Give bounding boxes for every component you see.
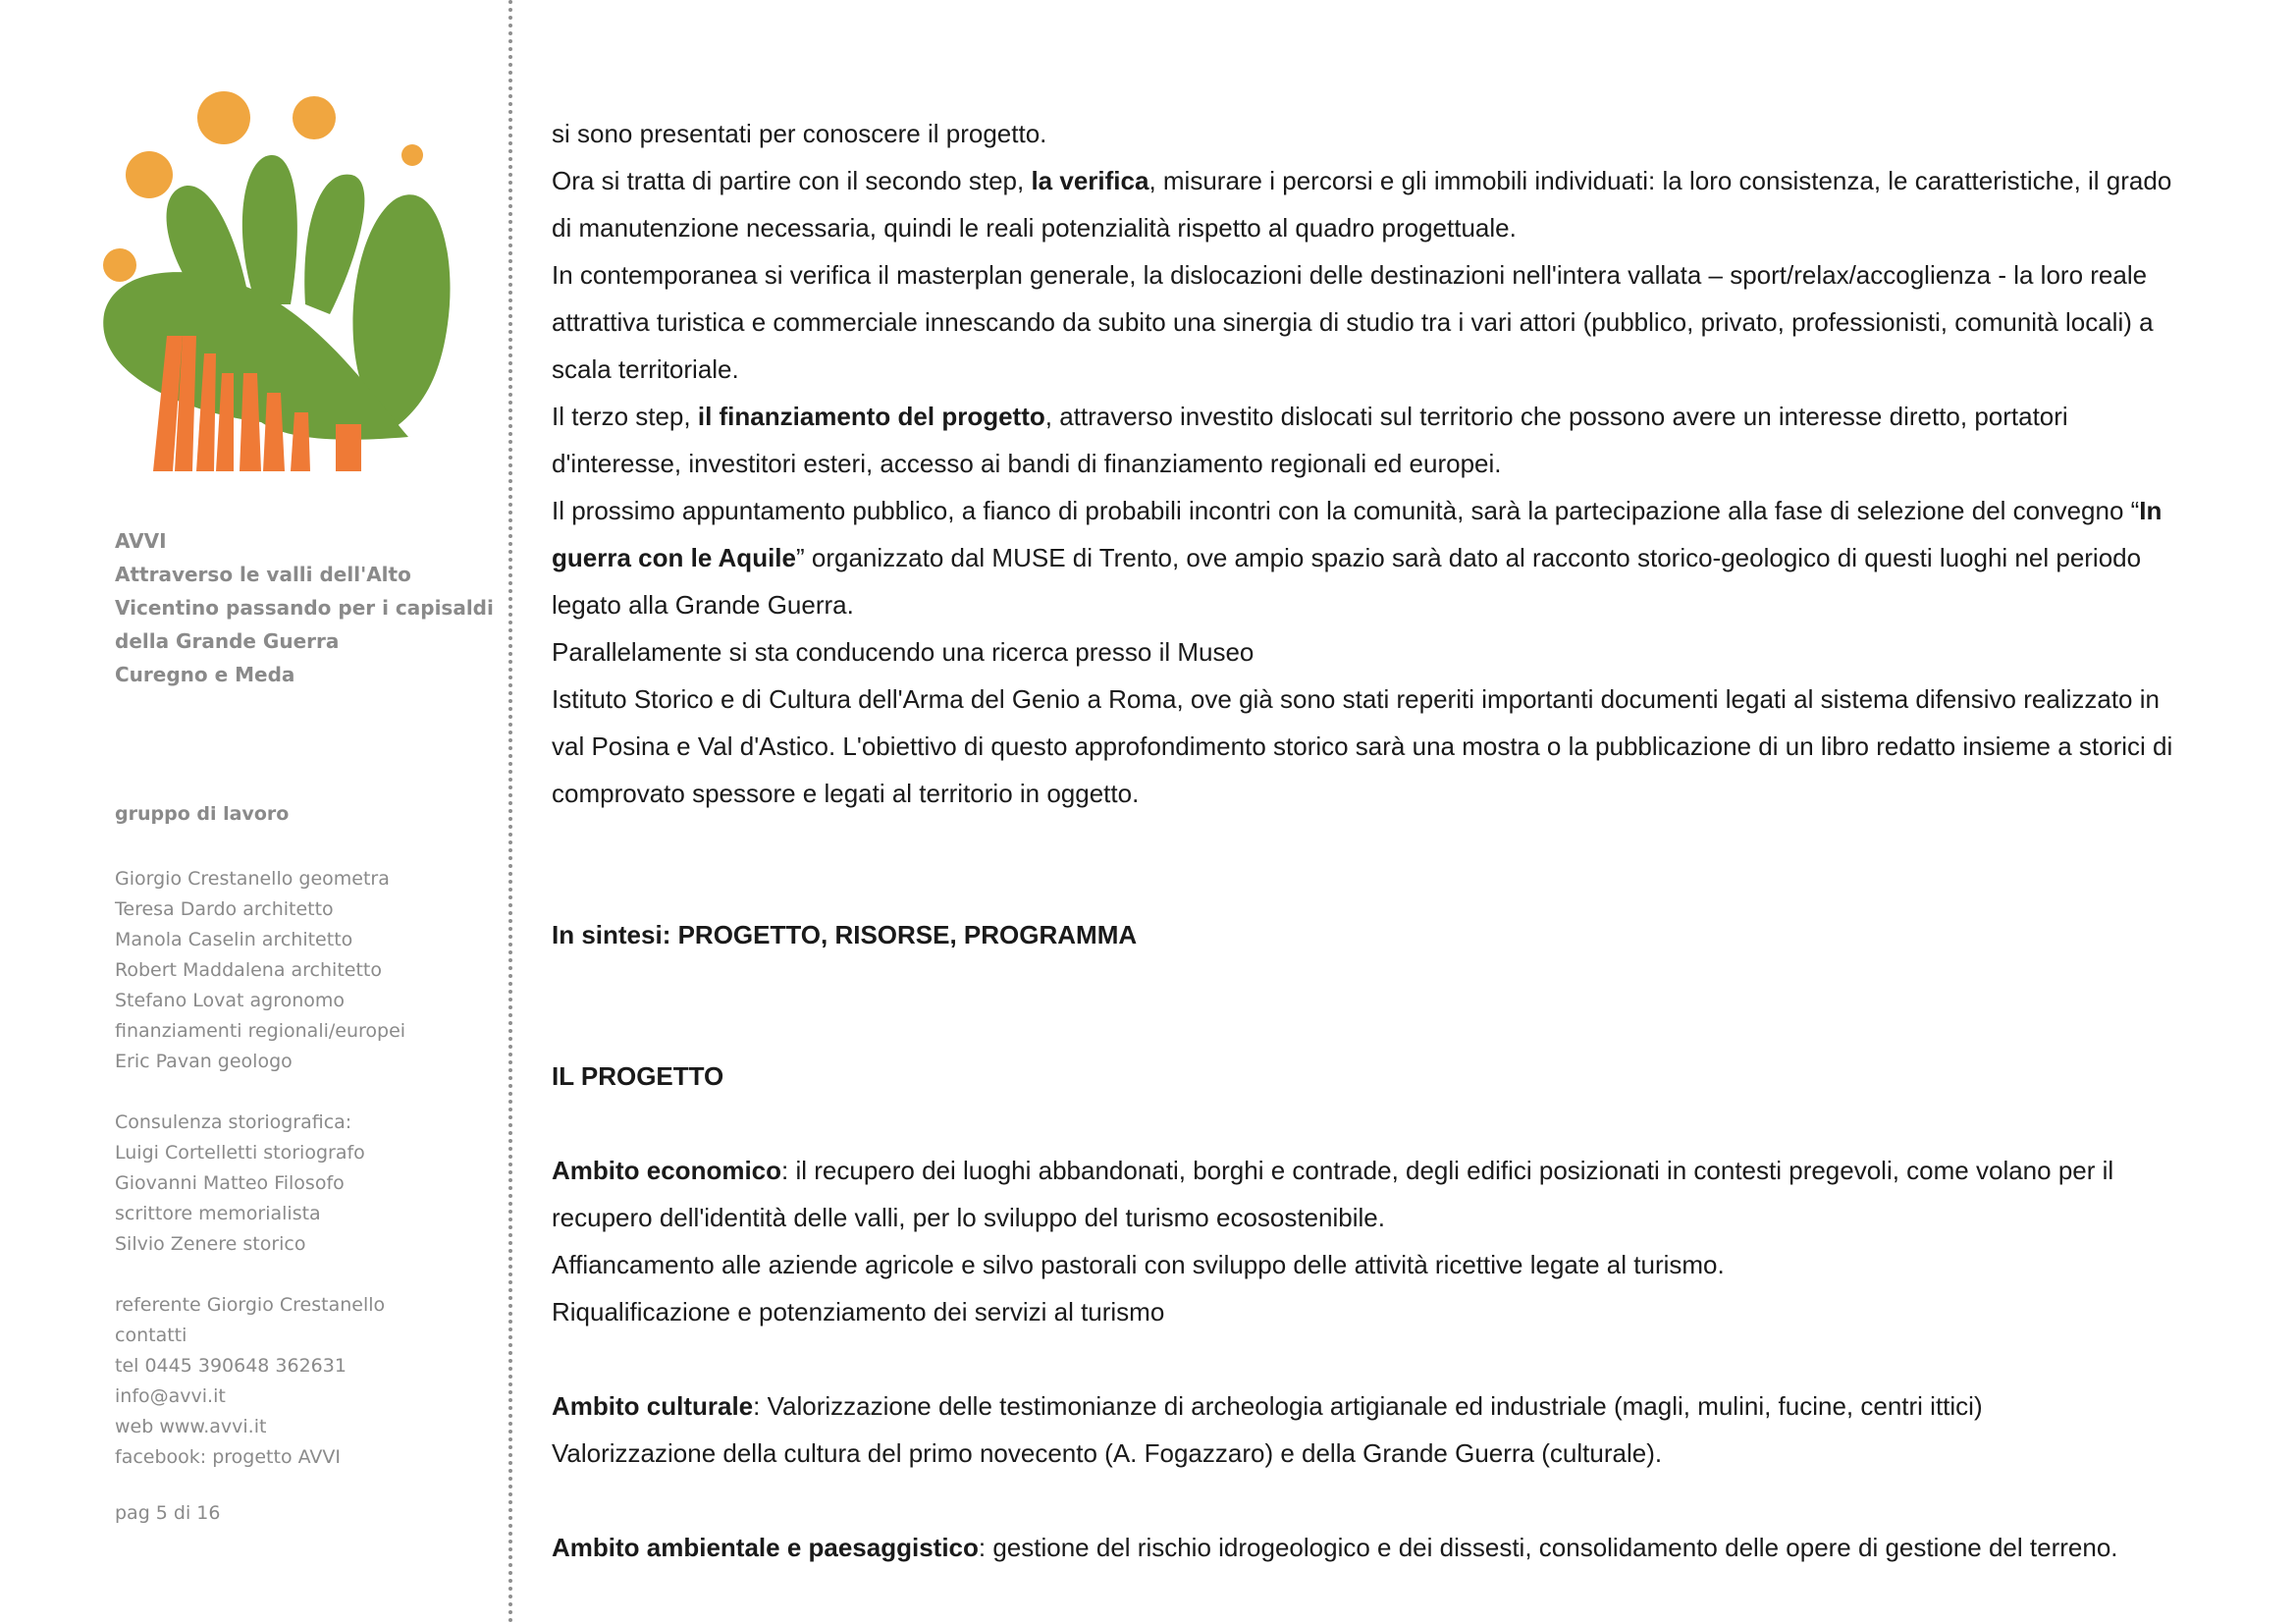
brand-line: della Grande Guerra xyxy=(115,629,340,653)
avvi-logo xyxy=(94,79,467,491)
text-run: : Valorizzazione delle testimonianze di archeologia artigianale ed industriale (magli, mulini, fucine, centri ittici) xyxy=(753,1391,1983,1421)
brand-line: Vicentino passando per i capisaldi xyxy=(115,596,494,620)
contact-line: tel 0445 390648 362631 xyxy=(115,1355,347,1377)
paragraph xyxy=(552,1382,2191,1430)
team-member: Robert Maddalena architetto xyxy=(115,959,382,981)
text-run: ” organizzato dal MUSE di Trento, ove ampio spazio sarà dato al racconto storico-geologico di questi luoghi nel periodo legato alla Grande Guerra. xyxy=(552,543,2142,620)
text-run: : il recupero dei luoghi abbandonati, borghi e contrade, degli edifici posizionati in contesti pregevoli, come volano per il recupero dell'identità delle valli, per lo sviluppo del turismo ecosostenibile. xyxy=(552,1156,2114,1232)
team-member: Eric Pavan geologo xyxy=(115,1051,293,1072)
contact-line: web www.avvi.it xyxy=(115,1416,267,1437)
contact-line: contatti xyxy=(115,1325,187,1346)
text-run: Il terzo step, xyxy=(552,402,698,431)
group-title: gruppo di lavoro xyxy=(115,803,290,825)
bold-run: la verifica xyxy=(1031,166,1149,195)
consultant: scrittore memorialista xyxy=(115,1203,321,1224)
bold-run: Ambito economico xyxy=(552,1156,782,1185)
team-member: Giorgio Crestanello geometra xyxy=(115,868,390,890)
text-run: , attraverso investito dislocati sul territorio che possono avere un interesse diretto, portatori d'interesse, investitori esteri, accesso ai bandi di finanziamento regionali ed europei. xyxy=(552,402,2068,478)
dotted-divider xyxy=(508,0,512,1624)
bold-run: In guerra con le Aquile xyxy=(552,496,2163,572)
consultant: Giovanni Matteo Filosofo xyxy=(115,1172,345,1194)
contact-line: referente Giorgio Crestanello xyxy=(115,1294,386,1316)
brand-line: Curegno e Meda xyxy=(115,663,295,686)
paragraph: Valorizzazione della cultura del primo novecento (A. Fogazzaro) e della Grande Guerra (culturale). xyxy=(552,1438,1663,1468)
text-run: Ora si tratta di partire con il secondo step, xyxy=(552,166,1032,195)
team-member: Manola Caselin architetto xyxy=(115,929,353,950)
consultant: Luigi Cortelletti storiografo xyxy=(115,1142,365,1164)
summary-heading: In sintesi: PROGETTO, RISORSE, PROGRAMMA xyxy=(552,920,1138,949)
page-number: pag 5 di 16 xyxy=(115,1502,221,1524)
paragraph xyxy=(552,1524,2191,1571)
main-content xyxy=(552,110,2191,1571)
paragraph xyxy=(552,157,2191,251)
consultant: Silvio Zenere storico xyxy=(115,1233,306,1255)
project-brand xyxy=(115,524,494,691)
paragraph xyxy=(552,487,2191,628)
logo-dot xyxy=(197,91,250,144)
logo-dot xyxy=(293,96,336,139)
consult-title: Consulenza storiografica: xyxy=(115,1111,352,1133)
bold-run: il finanziamento del progetto xyxy=(697,402,1045,431)
logo-dot xyxy=(401,144,423,166)
paragraph: In contemporanea si verifica il masterplan generale, la dislocazioni delle destinazioni nell'intera vallata – sport/relax/accoglienza - la loro reale attrattiva turistica e commerciale innescando da subito una sinergia di studio tra i vari attori (pubblico, privato, professionisti, comunità locali) a scala territoriale. xyxy=(552,260,2154,384)
team-member: Teresa Dardo architetto xyxy=(115,898,334,920)
brand-line: Attraverso le valli dell'Alto xyxy=(115,563,411,586)
logo-leaf xyxy=(242,155,297,304)
contact-line: facebook: progetto AVVI xyxy=(115,1446,341,1468)
paragraph xyxy=(552,1147,2191,1241)
paragraph: Parallelamente si sta conducendo una ricerca presso il Museo xyxy=(552,637,1255,667)
team-member: Stefano Lovat agronomo xyxy=(115,990,346,1011)
paragraph: Affiancamento alle aziende agricole e silvo pastorali con sviluppo delle attività ricettive legate al turismo. xyxy=(552,1250,1725,1279)
text-run: Il prossimo appuntamento pubblico, a fianco di probabili incontri con la comunità, sarà la partecipazione alla fase di selezione del convegno “ xyxy=(552,496,2140,525)
text-run: : gestione del rischio idrogeologico e dei dissesti, consolidamento delle opere di gestione del terreno. xyxy=(978,1533,2118,1562)
paragraph: Istituto Storico e di Cultura dell'Arma del Genio a Roma, ove già sono stati reperiti importanti documenti legati al sistema difensivo realizzato in val Posina e Val d'Astico. L'obiettivo di questo approfondimento storico sarà una mostra o la pubblicazione di un libro redatto insieme a storici di comprovato spessore e legati al territorio in oggetto. xyxy=(552,684,2173,808)
sidebar xyxy=(0,0,506,1624)
team-list xyxy=(115,864,405,1473)
team-member: finanziamenti regionali/europei xyxy=(115,1020,406,1042)
paragraph: si sono presentati per conoscere il progetto. xyxy=(552,119,1047,148)
section-heading: IL PROGETTO xyxy=(552,1061,724,1091)
brand-line: AVVI xyxy=(115,529,167,553)
contact-line: info@avvi.it xyxy=(115,1385,226,1407)
bold-run: Ambito culturale xyxy=(552,1391,754,1421)
bold-run: Ambito ambientale e paesaggistico xyxy=(552,1533,979,1562)
logo-dot xyxy=(103,248,136,282)
paragraph: Riqualificazione e potenziamento dei servizi al turismo xyxy=(552,1297,1165,1326)
logo-dot xyxy=(126,151,173,198)
paragraph xyxy=(552,393,2191,487)
text-run: , misurare i percorsi e gli immobili individuati: la loro consistenza, le caratteristiche, il grado di manutenzione necessaria, quindi le reali potenzialità rispetto al quadro progettuale. xyxy=(552,166,2172,243)
